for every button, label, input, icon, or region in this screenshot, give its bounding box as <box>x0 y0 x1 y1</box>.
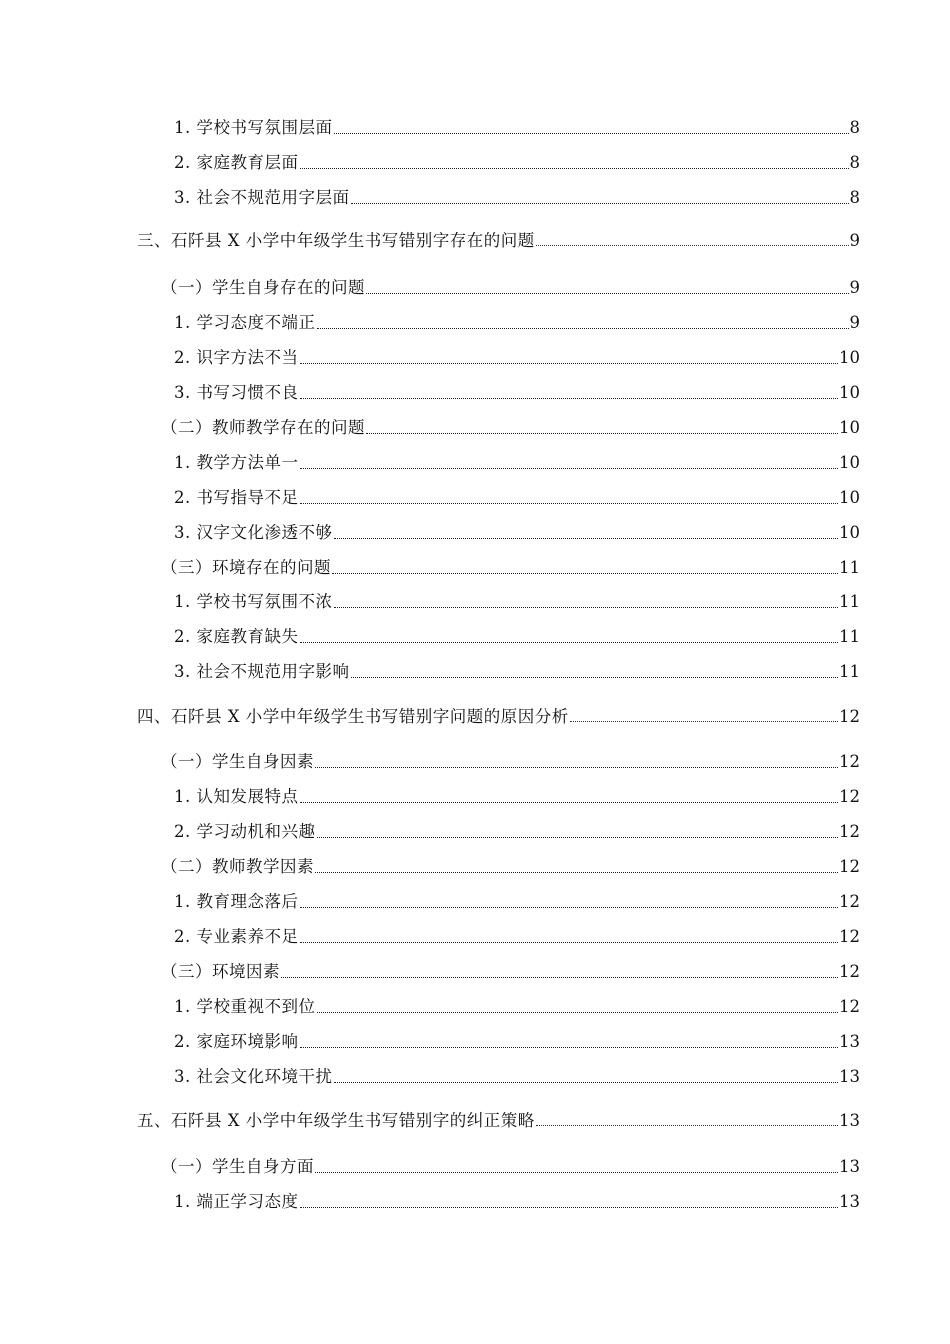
dot-leader <box>332 573 838 574</box>
dot-leader <box>300 168 849 169</box>
toc-page-number: 12 <box>839 857 860 876</box>
toc-entry-title: 1. 学习态度不端正 <box>174 313 316 332</box>
toc-entry-title: （一）学生自身因素 <box>161 752 314 771</box>
toc-entry-title: 五、石阡县 X 小学中年级学生书写错别字的纠正策略 <box>137 1111 535 1130</box>
toc-entry[interactable] <box>174 785 860 809</box>
dot-leader <box>334 1082 839 1083</box>
toc-page-number: 9 <box>849 231 860 250</box>
toc-page-number: 13 <box>839 1032 860 1051</box>
toc-page-number: 10 <box>839 383 860 402</box>
toc-entry[interactable] <box>174 625 860 649</box>
toc-page-number: 13 <box>839 1157 860 1176</box>
toc-entry-title: （二）教师教学因素 <box>161 857 314 876</box>
toc-entry-title: 2. 识字方法不当 <box>174 348 299 367</box>
dot-leader <box>536 1125 838 1126</box>
toc-page-number: 11 <box>839 592 860 611</box>
toc-entry[interactable] <box>174 590 860 614</box>
dot-leader <box>351 677 839 678</box>
toc-entry-title: 3. 社会不规范用字影响 <box>174 662 350 681</box>
toc-entry-title: 3. 书写习惯不良 <box>174 383 299 402</box>
dot-leader <box>334 133 849 134</box>
toc-entry-title: 1. 端正学习态度 <box>174 1192 299 1211</box>
toc-entry-title: 2. 家庭教育层面 <box>174 153 299 172</box>
toc-entry[interactable] <box>174 151 860 175</box>
dot-leader <box>317 328 849 329</box>
toc-page-number: 10 <box>839 453 860 472</box>
toc-page-number: 13 <box>839 1111 860 1130</box>
toc-page-number: 10 <box>839 488 860 507</box>
toc-page-number: 12 <box>839 997 860 1016</box>
dot-leader <box>366 433 838 434</box>
dot-leader <box>300 642 839 643</box>
toc-entry-title: 1. 学校书写氛围不浓 <box>174 592 333 611</box>
toc-page-number: 11 <box>839 558 860 577</box>
toc-entry[interactable] <box>174 1190 860 1214</box>
toc-entry[interactable] <box>174 521 860 545</box>
toc-entry[interactable] <box>161 416 860 440</box>
toc-page-number: 11 <box>839 627 860 646</box>
dot-leader <box>315 872 838 873</box>
dot-leader <box>300 503 839 504</box>
toc-page-number: 8 <box>849 188 860 207</box>
toc-page-number: 12 <box>839 707 860 726</box>
toc-entry-title: 3. 社会不规范用字层面 <box>174 188 350 207</box>
toc-entry[interactable] <box>161 750 860 774</box>
dot-leader <box>334 538 839 539</box>
toc-entry-title: 三、石阡县 X 小学中年级学生书写错别字存在的问题 <box>137 231 535 250</box>
toc-entry[interactable] <box>137 705 860 729</box>
dot-leader <box>300 363 839 364</box>
toc-entry[interactable] <box>137 229 860 253</box>
toc-entry-title: 2. 书写指导不足 <box>174 488 299 507</box>
toc-entry-title: 2. 学习动机和兴趣 <box>174 822 316 841</box>
toc-entry-title: 1. 教育理念落后 <box>174 892 299 911</box>
dot-leader <box>536 245 849 246</box>
toc-entry[interactable] <box>161 855 860 879</box>
toc-entry[interactable] <box>174 1065 860 1089</box>
toc-page-number: 13 <box>839 1192 860 1211</box>
toc-page-number: 12 <box>839 822 860 841</box>
toc-entry-title: 3. 汉字文化渗透不够 <box>174 523 333 542</box>
dot-leader <box>315 1172 838 1173</box>
toc-entry-title: 1. 教学方法单一 <box>174 453 299 472</box>
toc-page-number: 10 <box>839 418 860 437</box>
toc-page-number: 8 <box>849 153 860 172</box>
toc-page-number: 8 <box>849 118 860 137</box>
toc-entry-title: （一）学生自身存在的问题 <box>161 278 365 297</box>
toc-entry[interactable] <box>174 186 860 210</box>
dot-leader <box>300 942 839 943</box>
dot-leader <box>570 721 838 722</box>
dot-leader <box>315 767 838 768</box>
toc-entry[interactable] <box>161 556 860 580</box>
dot-leader <box>366 293 849 294</box>
toc-entry-title: （三）环境存在的问题 <box>161 558 331 577</box>
toc-entry-title: 四、石阡县 X 小学中年级学生书写错别字问题的原因分析 <box>137 707 569 726</box>
toc-entry[interactable] <box>174 820 860 844</box>
toc-entry[interactable] <box>174 486 860 510</box>
toc-page-number: 9 <box>849 313 860 332</box>
toc-entry[interactable] <box>174 116 860 140</box>
toc-entry-title: （二）教师教学存在的问题 <box>161 418 365 437</box>
toc-page-number: 10 <box>839 523 860 542</box>
toc-entry[interactable] <box>174 925 860 949</box>
toc-entry[interactable] <box>161 276 860 300</box>
dot-leader <box>300 1047 839 1048</box>
dot-leader <box>300 468 839 469</box>
toc-entry-title: 1. 学校书写氛围层面 <box>174 118 333 137</box>
toc-entry-title: 2. 专业素养不足 <box>174 927 299 946</box>
dot-leader <box>300 1207 839 1208</box>
toc-page-number: 12 <box>839 787 860 806</box>
dot-leader <box>281 977 838 978</box>
toc-entry-title: 2. 家庭教育缺失 <box>174 627 299 646</box>
toc-page-number: 12 <box>839 892 860 911</box>
toc-page-number: 10 <box>839 348 860 367</box>
toc-entry-title: 1. 认知发展特点 <box>174 787 299 806</box>
toc-page-number: 12 <box>839 962 860 981</box>
toc-entry[interactable] <box>174 660 860 684</box>
toc-entry[interactable] <box>161 1155 860 1179</box>
toc-entry-title: （三）环境因素 <box>161 962 280 981</box>
dot-leader <box>317 1012 839 1013</box>
toc-entry[interactable] <box>161 960 860 984</box>
dot-leader <box>300 802 839 803</box>
toc-entry[interactable] <box>174 890 860 914</box>
toc-page-number: 12 <box>839 927 860 946</box>
toc-page-number: 11 <box>839 662 860 681</box>
toc-entry[interactable] <box>174 1030 860 1054</box>
toc-entry[interactable] <box>137 1109 860 1133</box>
dot-leader <box>300 398 839 399</box>
toc-entry[interactable] <box>174 346 860 370</box>
dot-leader <box>334 607 839 608</box>
toc-page-number: 12 <box>839 752 860 771</box>
toc-entry[interactable] <box>174 311 860 335</box>
toc-page-number: 9 <box>849 278 860 297</box>
toc-entry[interactable] <box>174 381 860 405</box>
toc-entry-title: 2. 家庭环境影响 <box>174 1032 299 1051</box>
dot-leader <box>351 203 849 204</box>
dot-leader <box>317 837 839 838</box>
toc-page-number: 13 <box>839 1067 860 1086</box>
toc-entry-title: 1. 学校重视不到位 <box>174 997 316 1016</box>
toc-entry[interactable] <box>174 995 860 1019</box>
dot-leader <box>300 907 839 908</box>
toc-entry-title: 3. 社会文化环境干扰 <box>174 1067 333 1086</box>
toc-entry-title: （一）学生自身方面 <box>161 1157 314 1176</box>
toc-entry[interactable] <box>174 451 860 475</box>
